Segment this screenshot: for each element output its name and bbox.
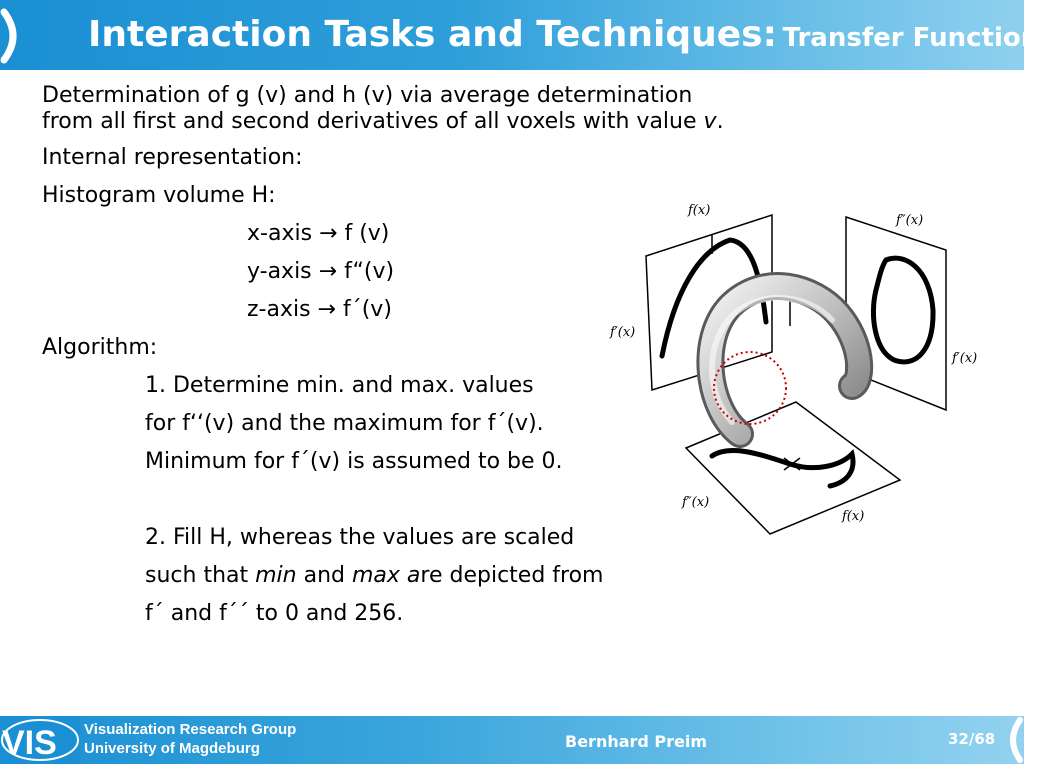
- label-fpp-bottom: f″(x): [682, 495, 710, 510]
- step2-line3: f´ and f´´ to 0 and 256.: [145, 601, 404, 626]
- step1-line1: 1. Determine min. and max. values: [145, 373, 534, 398]
- label-fx-bottom: f(x): [842, 509, 865, 524]
- right-plane-curve: [873, 258, 933, 362]
- variable-v: v: [703, 109, 717, 134]
- page-number: 32/68: [948, 730, 996, 748]
- label-fp-left: f′(x): [610, 325, 636, 340]
- label-fx-top: f(x): [688, 203, 711, 218]
- z-axis-mapping: z-axis → f´(v): [247, 297, 392, 322]
- tube-3d-curve-highlight: [710, 286, 859, 434]
- title-main: Interaction Tasks and Techniques:: [88, 14, 778, 55]
- step2-and: and: [296, 563, 352, 588]
- internal-representation-label: Internal representation:: [42, 145, 303, 170]
- determination-paragraph: [42, 83, 732, 135]
- author-name: Bernhard Preim: [565, 732, 708, 751]
- slide-title: [88, 14, 1055, 55]
- step1-line3: Minimum for f´(v) is assumed to be 0.: [145, 449, 563, 474]
- step2-text-b: re depicted from: [420, 563, 604, 588]
- histogram-volume-label: Histogram volume H:: [42, 183, 276, 208]
- logo-text: VIS: [2, 724, 57, 762]
- x-axis-mapping: x-axis → f (v): [247, 221, 390, 246]
- step2-line2: [42, 557, 732, 595]
- footer-bar: [0, 716, 1024, 764]
- title-sub: Transfer Functions: [782, 23, 1055, 53]
- determination-text: Determination of g (v) and h (v) via average determination from all first and second derivatives of all voxels with value: [42, 83, 697, 134]
- vis-logo: [0, 716, 80, 764]
- period: .: [716, 109, 724, 134]
- research-group: [84, 720, 296, 758]
- label-fpp-top: f″(x): [896, 213, 924, 228]
- histogram-volume-figure: [600, 190, 1000, 540]
- bottom-plane-curve: [712, 451, 853, 486]
- bracket-icon-footer: [1004, 716, 1024, 764]
- label-fp-right: f′(x): [952, 351, 978, 366]
- title-bar: [0, 0, 1055, 70]
- max-term: max a: [352, 563, 421, 588]
- bracket-icon: [0, 8, 24, 64]
- step2-line1: 2. Fill H, whereas the values are scaled: [145, 525, 575, 550]
- group-line2: University of Magdeburg: [84, 740, 260, 757]
- group-line1: Visualization Research Group: [84, 721, 297, 738]
- y-axis-mapping: y-axis → f“(v): [247, 259, 395, 284]
- min-term: min: [255, 563, 297, 588]
- algorithm-label: Algorithm:: [42, 335, 158, 360]
- step1-line2: for f‘‘(v) and the maximum for f´(v).: [145, 411, 544, 436]
- step2-text-a: such that: [145, 563, 256, 588]
